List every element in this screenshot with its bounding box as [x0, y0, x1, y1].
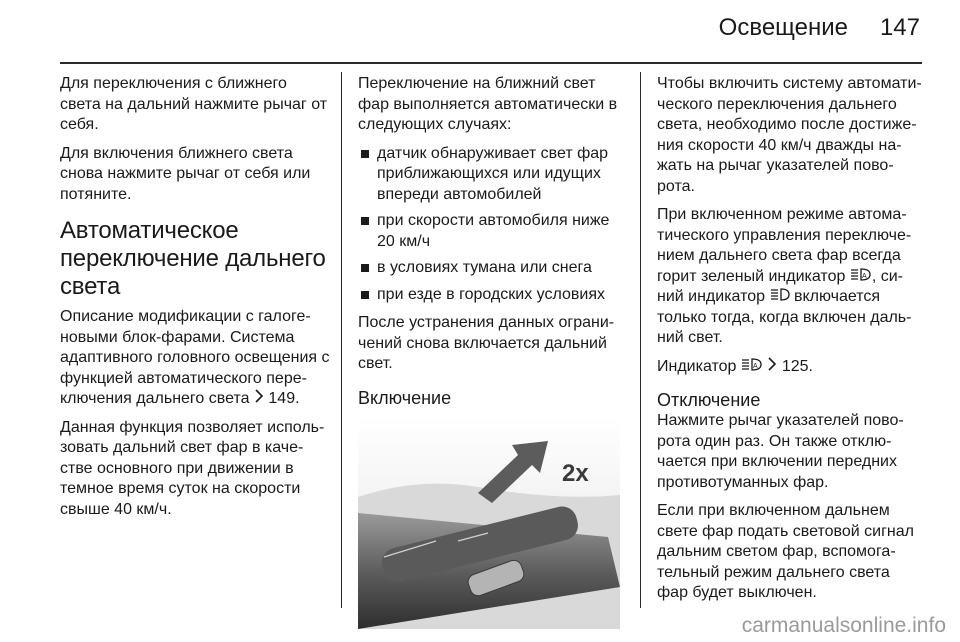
- paragraph: Описание модификации с галогеновыми блок-фарами. Система адаптивного головного освещения с функцией автоматического переключения дальнего света 149.: [60, 307, 330, 410]
- page-reference[interactable]: 125.: [781, 357, 813, 375]
- column-divider: [341, 72, 342, 608]
- bullet-list: [358, 144, 624, 306]
- paragraph: После устранения данных ограничений снова включается дальний свет.: [358, 314, 615, 372]
- paragraph: Индикатор A 125.: [657, 357, 923, 378]
- paragraph: Чтобы включить систему автоматического переключения дальнего света, необходимо после достижения скорости 40 км/ч дважды нажать на рычаг указателей поворота.: [657, 75, 922, 195]
- svg-text:A: A: [861, 272, 867, 280]
- column-divider: [640, 72, 641, 608]
- paragraph: Если при включенном дальнем свете фар подать световой сигнал дальним светом фар, вспомогательный режим дальнего света фар будет выключен.: [657, 502, 914, 601]
- lever-illustration: [358, 417, 620, 629]
- paragraph: Для включения ближнего света снова нажмите рычаг от себя или потяните.: [60, 144, 311, 203]
- paragraph: Нажмите рычаг указателей поворота один раз. Он также отключается при включении передних противотуманных фар.: [657, 412, 904, 491]
- svg-text:A: A: [752, 362, 758, 370]
- list-item: при скорости автомобиля ниже 20 км/ч: [358, 211, 624, 252]
- column-2: [358, 74, 624, 629]
- page-reference[interactable]: 149.: [268, 390, 300, 407]
- auto-high-beam-indicator-icon: [850, 267, 872, 288]
- paragraph: Переключение на ближний свет фар выполняется автоматически в следующих случаях:: [358, 75, 618, 133]
- watermark: carmanualsonline.info: [741, 614, 946, 637]
- paragraph: Для переключения с ближнего света на дальний нажмите рычаг от себя.: [60, 75, 328, 133]
- page-reference-icon: [767, 357, 777, 378]
- column-1: [60, 74, 330, 528]
- list-item: в условиях тумана или снега: [358, 258, 624, 279]
- column-3: [657, 74, 923, 612]
- section-heading: Автоматическое переключение дальнего света: [60, 217, 326, 300]
- page-number: 147: [879, 14, 920, 41]
- paragraph: При включенном режиме автоматического управления переключением дальнего света фар всегда горит зеленый индикатор A , синий индикатор включается только тогда, когда включен дальний свет.: [657, 206, 912, 346]
- figure-label: 2x: [562, 459, 589, 487]
- auto-high-beam-indicator-icon: [741, 357, 763, 378]
- high-beam-indicator-icon: [770, 287, 790, 308]
- page-header: [0, 0, 960, 62]
- subsection-heading: Включение: [358, 387, 452, 408]
- list-item: датчик обнаруживает свет фар приближающихся или идущих впереди автомобилей: [358, 144, 624, 206]
- page-reference-icon: [254, 389, 264, 410]
- header-title: Освещение: [718, 14, 848, 41]
- subsection-heading: Отключение: [657, 390, 761, 410]
- paragraph: Данная функция позволяет использовать дальний свет фар в качестве основного при движении в темное время суток на скорости свыше 40 км/ч.: [60, 418, 325, 518]
- header-rule: [60, 62, 922, 64]
- list-item: при езде в городских условиях: [358, 285, 624, 306]
